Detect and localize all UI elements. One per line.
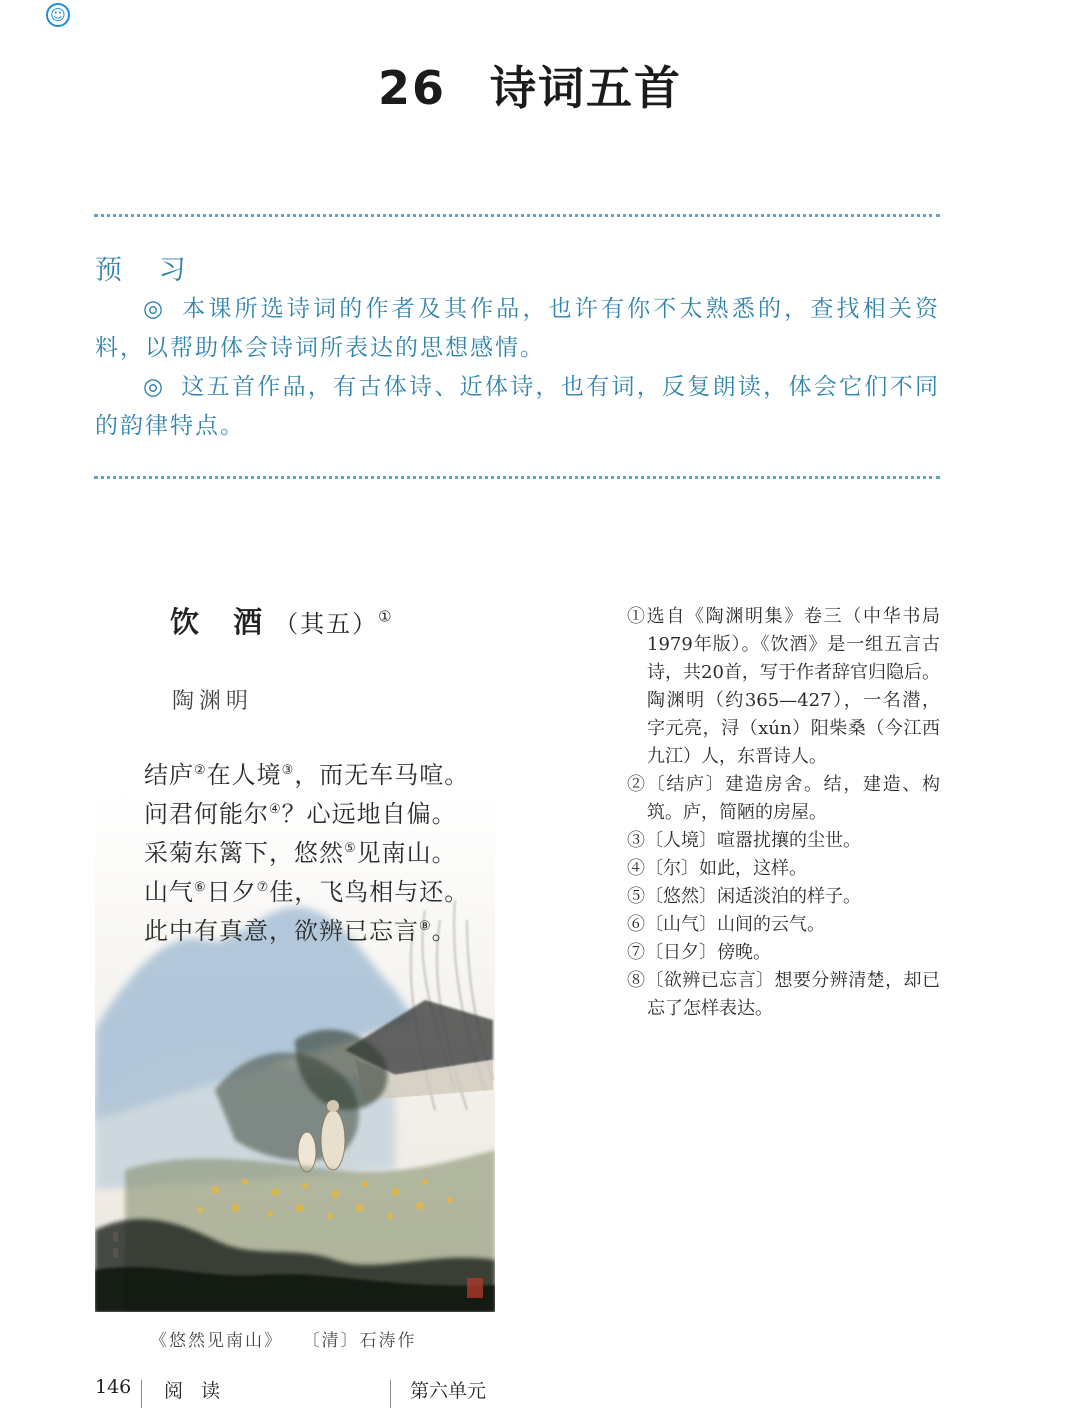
footnote-mark: ⑥ bbox=[194, 880, 207, 895]
footnote-7: ⑦〔日夕〕傍晚。 bbox=[627, 942, 771, 963]
bullet-mark: ◎ bbox=[143, 374, 166, 400]
dotted-divider-bottom bbox=[94, 476, 940, 479]
footnote-4: ④〔尔〕如此，这样。 bbox=[627, 858, 807, 879]
lesson-title bbox=[0, 52, 1060, 118]
poem-line-text: ？心远地自偏。 bbox=[281, 800, 457, 828]
title-footnote-mark: ① bbox=[378, 607, 404, 626]
footnote-mark: ⑧ bbox=[419, 919, 432, 934]
footnote-1: ①选自《陶渊明集》卷三（中华书局1979年版）。《饮酒》是一组五言古诗，共20首，写于作者辞官归隐后。陶渊明（约365—427），一名潜，字元亮，浔（xún）阳柴桑（今江西九江）人，东晋诗人。 bbox=[627, 606, 940, 767]
footnote-mark: ② bbox=[194, 763, 207, 778]
poem-line bbox=[144, 912, 504, 951]
smiley-icon[interactable]: ☺ bbox=[46, 3, 70, 27]
footnotes bbox=[627, 603, 940, 1023]
illustration-caption bbox=[150, 1326, 417, 1351]
footnote-mark: ⑦ bbox=[256, 880, 270, 895]
footnote-mark: ③ bbox=[281, 763, 295, 778]
poem-line bbox=[144, 873, 504, 912]
poem-line-text: 结庐 bbox=[144, 761, 194, 789]
poem-title-text: 饮 酒 bbox=[170, 605, 275, 639]
poem-line-text: 日夕 bbox=[206, 878, 257, 906]
footnote-2: ②〔结庐〕建造房舍。结，建造、构筑。庐，简陋的房屋。 bbox=[627, 774, 940, 823]
preview-item-text: 这五首作品，有古体诗、近体诗，也有词，反复朗读，体会它们不同的韵律特点。 bbox=[95, 374, 940, 439]
footer-unit: 第六单元 bbox=[410, 1380, 487, 1402]
preview-item-2 bbox=[95, 368, 940, 446]
poem-line-text: 在人境 bbox=[206, 761, 282, 789]
poem-line-text: 见南山。 bbox=[356, 839, 457, 867]
poem-line bbox=[144, 756, 504, 795]
footer-section: 阅 读 bbox=[164, 1380, 227, 1402]
poem-title bbox=[170, 600, 404, 641]
page-number: 146 bbox=[95, 1376, 132, 1398]
poem-line-text: 采菊东篱下，悠然 bbox=[144, 839, 344, 867]
dotted-divider-top bbox=[94, 214, 940, 217]
footnote-6: ⑥〔山气〕山间的云气。 bbox=[627, 914, 825, 935]
lesson-title-text: 诗词五首 bbox=[490, 61, 682, 115]
preview-item-1 bbox=[95, 290, 940, 368]
poem-line-text: 。 bbox=[431, 917, 457, 945]
caption-title: 《悠然见南山》 bbox=[150, 1331, 283, 1351]
bullet-mark: ◎ bbox=[143, 296, 167, 322]
poem-body bbox=[144, 756, 504, 951]
preview-item-text: 本课所选诗词的作者及其作品，也许有你不太熟悉的，查找相关资料，以帮助体会诗词所表达的思想感情。 bbox=[95, 296, 941, 361]
poem-line-text: ，而无车马喧。 bbox=[294, 761, 470, 789]
footnote-8: ⑧〔欲辨已忘言〕想要分辨清楚，却已忘了怎样表达。 bbox=[627, 970, 940, 1019]
poem-line bbox=[144, 834, 504, 873]
footer-divider-left bbox=[141, 1380, 142, 1408]
footer-divider-right bbox=[390, 1380, 391, 1408]
footnote-mark: ④ bbox=[269, 802, 282, 817]
lesson-number: 26 bbox=[377, 61, 446, 115]
poem-line-text: 佳，飞鸟相与还。 bbox=[269, 878, 470, 906]
footnote-3: ③〔人境〕喧嚣扰攘的尘世。 bbox=[627, 830, 861, 851]
poem-line-text: 山气 bbox=[144, 878, 194, 906]
poem-line-text: 问君何能尔 bbox=[144, 800, 269, 828]
caption-credit: 〔清〕石涛作 bbox=[311, 1331, 417, 1351]
poem-line-text: 此中有真意，欲辨已忘言 bbox=[144, 917, 419, 945]
poem-author: 陶渊明 bbox=[172, 689, 254, 714]
footnote-5: ⑤〔悠然〕闲适淡泊的样子。 bbox=[627, 886, 861, 907]
footnote-mark: ⑤ bbox=[344, 841, 357, 856]
poem-subtitle: （其五） bbox=[274, 610, 379, 638]
preview-heading: 预 习 bbox=[95, 255, 200, 286]
poem-line bbox=[144, 795, 504, 834]
